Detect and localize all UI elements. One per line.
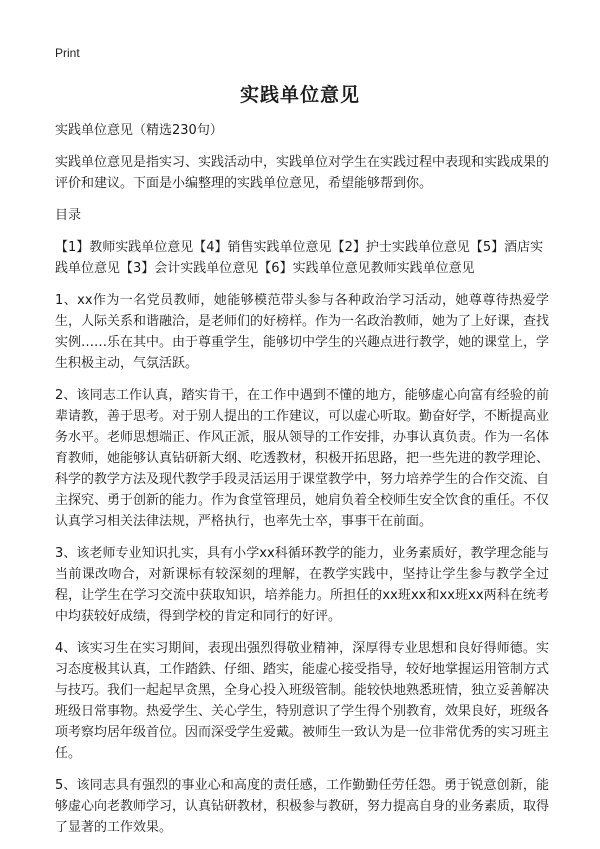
toc-item-2[interactable]: 【2】护士实践单位意见 — [331, 240, 470, 255]
print-button[interactable]: Print — [55, 46, 80, 60]
toc-tail: 教师实践单位意见 — [370, 261, 475, 276]
toc-item-1[interactable]: 【1】教师实践单位意见 — [55, 240, 194, 255]
toc-heading: 目录 — [55, 208, 82, 223]
toc-item-4[interactable]: 【4】销售实践单位意见 — [193, 240, 332, 255]
toc-item-3[interactable]: 【3】会计实践单位意见 — [120, 261, 259, 276]
paragraph-5: 5、该同志具有强烈的事业心和高度的责任感，工作勤勤任劳任怨。勇于锐意创新，能够虚心向老教师学习，认真钻研教材，积极参与教研，努力提高自身的业务素质，取得了显著的工作效果。 — [55, 778, 550, 835]
article-intro: 实践单位意见是指实习、实践活动中，实践单位对学生在实践过程中表现和实践成果的评价和建议。下面是小编整理的实践单位意见，希望能够帮到你。 — [55, 155, 550, 191]
paragraph-2: 2、该同志工作认真，踏实肯干，在工作中遇到不懂的地方，能够虚心向富有经验的前辈请教，善于思考。对于别人提出的工作建议，可以虚心听取。勤奋好学，不断提高业务水平。老师思想端正、作风正派，服从领导的工作安排，办事认真负责。作为一名体育教师，她能够认真钻研新大纲、吃透教材，积极开拓思路，把一些先进的教学理论、科学的教学方法及现代教学手段灵活运用于课堂教学中，努力培养学生的合作交流、自主探究、勇于创新的能力。作为食堂管理员，她肩负着全校师生安全饮食的重任。不仅认真学习相关法律法规，严格执行，也率先士卒，事事干在前面。 — [55, 388, 550, 529]
paragraph-3: 3、该老师专业知识扎实，具有小学xx科循环教学的能力，业务素质好，教学理念能与当前课改吻合，对新课标有较深刻的理解，在教学实践中，坚持让学生参与教学全过程，让学生在学习交流中获取知识，培养能力。所担任的xx班xx和xx班xx两科在统考中均获较好成绩，得到学校的肯定和同行的好评。 — [55, 546, 549, 624]
paragraph-4: 4、该实习生在实习期间，表现出强烈得敬业精神，深厚得专业思想和良好得师德。实习态度极其认真，工作踏鉄、仔细、踏实，能虚心接受指导，较好地掌握运用管制方式与技巧。我们一起起早贪黑，全身心投入班级管制。能较快地熟悉班情，独立妥善解决班级日常事物。热爱学生、关心学生，特别意识了学生得个别教育，效果良好，班级各项考察均居年级首位。因而深受学生爱戴。被师生一致认为是一位非常优秀的实习班主任。 — [55, 641, 550, 761]
toc-item-5[interactable]: 【5】酒店实践单位意见 — [55, 240, 544, 276]
table-of-contents — [55, 237, 549, 279]
paragraph-1: 1、xx作为一名党员教师，她能够模范带头参与各种政治学习活动，她尊尊待热爱学生，人际关系和谐融洽，是老师们的好榜样。作为一名政治教师，她为了上好课，查找实例……乐在其中。由于尊重学生，能够切中学生的兴趣点进行教学，她的课堂上，学生积极主动，气氛活跃。 — [55, 293, 550, 371]
article-body — [55, 120, 549, 849]
article-subtitle: 实践单位意见（精选230句） — [55, 123, 223, 138]
toc-item-6[interactable]: 【6】实践单位意见 — [258, 261, 371, 276]
page-title: 实践单位意见 — [239, 84, 360, 106]
